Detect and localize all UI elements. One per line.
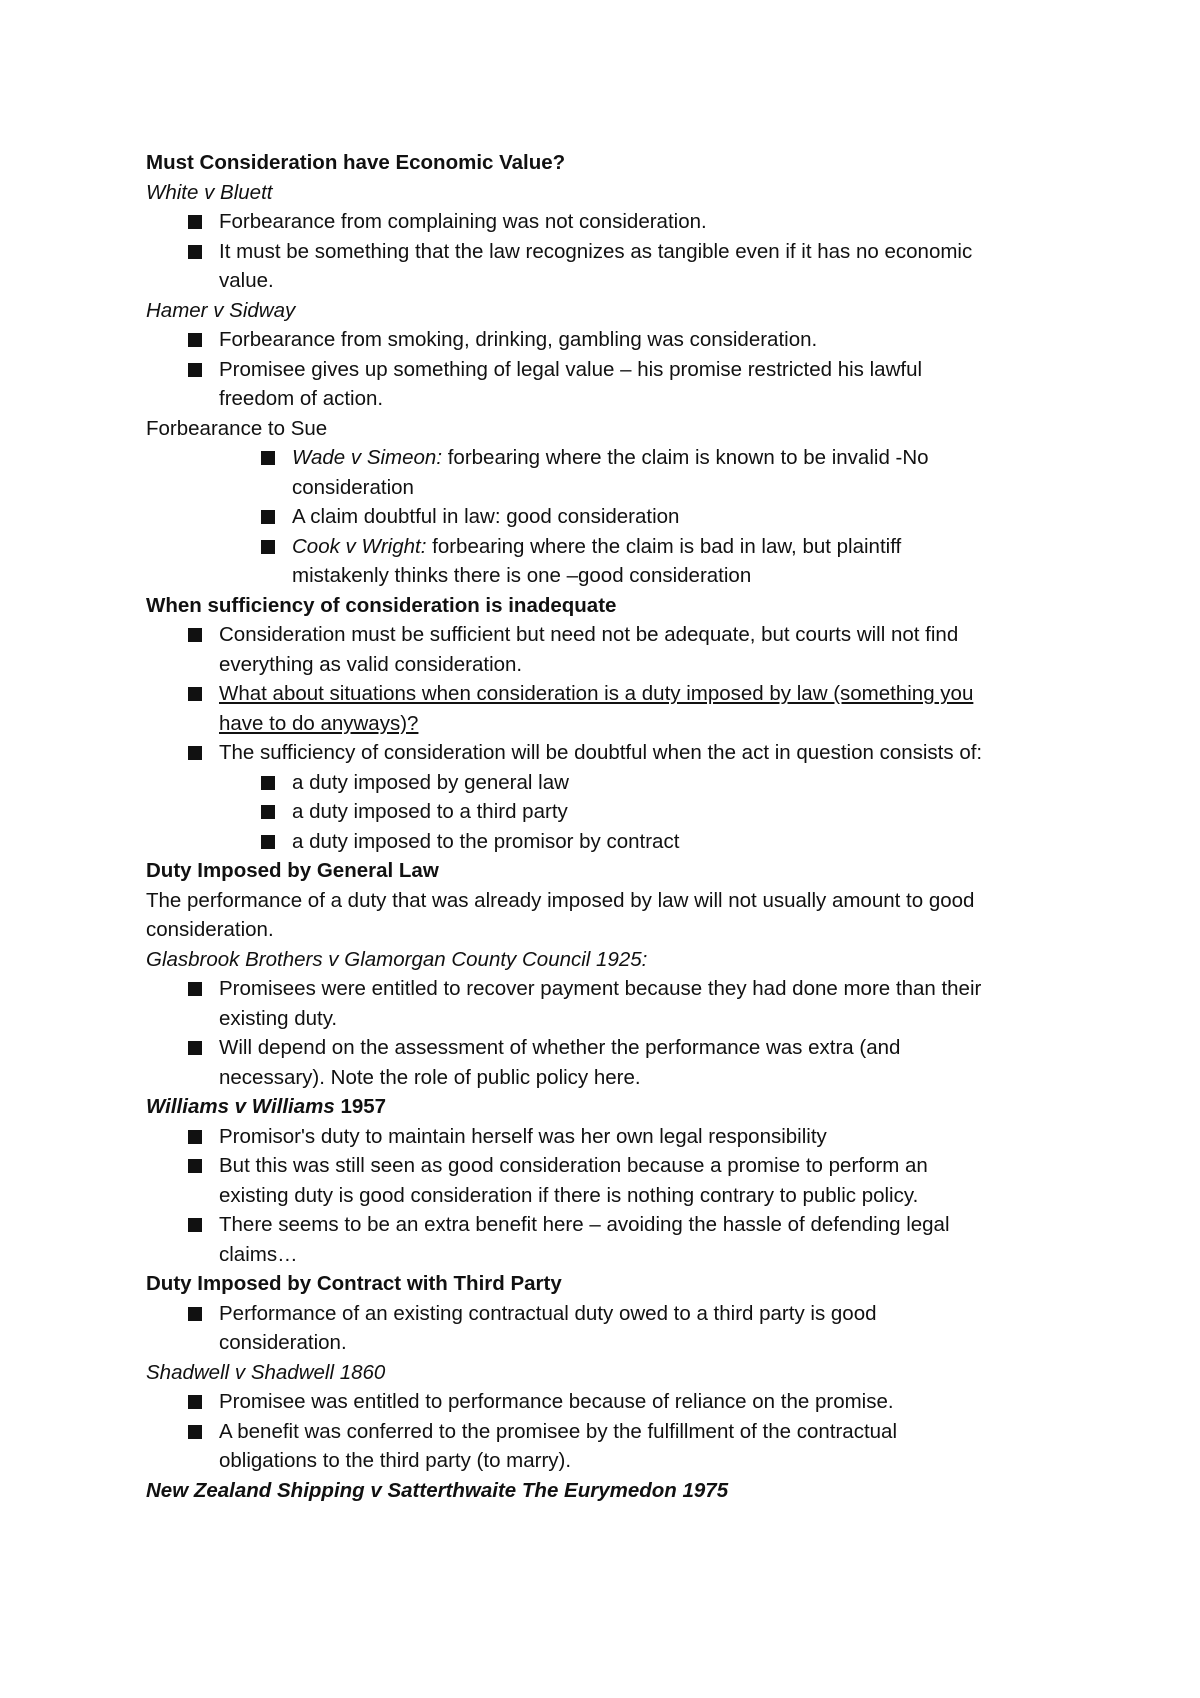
bullet-continuation [146,1328,1086,1358]
bullet-item [146,974,1086,1004]
square-bullet-icon [188,1307,202,1321]
square-bullet-icon [188,245,202,259]
text-run: forbearing where the claim is bad in law, but plaintiff [426,534,902,558]
square-bullet-icon [188,1395,202,1409]
text-run: claims… [219,1242,298,1266]
section-heading [146,591,1086,621]
bullet-item [146,768,1086,798]
square-bullet-icon [188,1130,202,1144]
text-run: Glasbrook Brothers v Glamorgan County Council 1925: [146,947,648,971]
text-run: New Zealand Shipping v Satterthwaite The Eurymedon 1975 [146,1478,729,1502]
square-bullet-icon [188,746,202,760]
text-run: Forbearance from smoking, drinking, gambling was consideration. [219,328,818,351]
section-heading [146,1092,1086,1122]
text-run: consideration. [146,918,274,941]
section-heading [146,148,1086,178]
text-line [146,886,1086,916]
text-run: Promisee was entitled to performance because of reliance on the promise. [219,1390,894,1413]
bullet-continuation [146,1181,1086,1211]
document-body [146,148,1086,1505]
square-bullet-icon [261,835,275,849]
bullet-item [146,620,1086,650]
text-run: freedom of action. [219,387,384,410]
text-run: a duty imposed to the promisor by contract [292,829,680,853]
text-run: A claim doubtful in law: good consideration [292,505,680,528]
text-run: everything as valid consideration. [219,652,523,676]
square-bullet-icon [188,363,202,377]
text-line [146,915,1086,945]
square-bullet-icon [261,451,275,465]
square-bullet-icon [188,687,202,701]
bullet-item [146,1033,1086,1063]
text-run: Williams v Williams [146,1095,335,1118]
square-bullet-icon [188,1425,202,1439]
text-run: mistakenly thinks there is one –good consideration [292,564,752,587]
text-run: Hamer v Sidway [146,298,296,322]
text-run: Wade v Simeon: [292,446,443,469]
bullet-item [146,325,1086,355]
text-run: Shadwell v Shadwell 1860 [146,1360,386,1384]
text-run: Duty Imposed by General Law [146,859,439,882]
text-run: consideration [292,475,414,499]
square-bullet-icon [188,1041,202,1055]
square-bullet-icon [261,510,275,524]
text-run: Promisee gives up something of legal value – his promise restricted his lawful [219,357,923,381]
text-run: White v Bluett [146,180,273,204]
text-run: Consideration must be sufficient but need not be adequate, but courts will not find [219,623,959,646]
bullet-continuation [146,650,1086,680]
text-line [146,414,1086,444]
text-run: existing duty is good consideration if there is nothing contrary to public policy. [219,1183,919,1207]
bullet-item [146,738,1086,768]
bullet-item [146,207,1086,237]
bullet-continuation [146,473,1086,503]
bullet-continuation [146,266,1086,296]
square-bullet-icon [188,215,202,229]
text-run: But this was still seen as good consideration because a promise to perform an [219,1154,928,1177]
text-run: It must be something that the law recognizes as tangible even if it has no economic [219,239,973,263]
text-line [146,296,1086,326]
section-heading [146,856,1086,886]
square-bullet-icon [188,1218,202,1232]
bullet-item [146,237,1086,267]
text-run: Duty Imposed by Contract with Third Party [146,1272,562,1295]
text-run: forbearing where the claim is known to be invalid -No [442,446,929,469]
text-run: Cook v Wright: [292,534,427,558]
text-run: There seems to be an extra benefit here – avoiding the hassle of defending legal [219,1213,950,1236]
text-run: a duty imposed to a third party [292,800,568,823]
bullet-continuation [146,1063,1086,1093]
text-run: What about situations when consideration is a duty imposed by law (something you [219,682,974,705]
bullet-item [146,1151,1086,1181]
bullet-continuation [146,1240,1086,1270]
square-bullet-icon [261,776,275,790]
bullet-item [146,1299,1086,1329]
square-bullet-icon [188,628,202,642]
square-bullet-icon [188,982,202,996]
bullet-item [146,1417,1086,1447]
text-run: 1957 [334,1095,387,1118]
text-run: obligations to the third party (to marry). [219,1449,572,1472]
text-run: When sufficiency of consideration is inadequate [146,593,617,617]
bullet-continuation [146,561,1086,591]
bullet-item [146,532,1086,562]
square-bullet-icon [188,333,202,347]
text-run: The sufficiency of consideration will be doubtful when the act in question consists of: [219,741,983,764]
text-line [146,945,1086,975]
text-run: necessary). Note the role of public policy here. [219,1065,641,1089]
text-run: Forbearance to Sue [146,416,328,440]
section-heading [146,1476,1086,1506]
square-bullet-icon [261,805,275,819]
text-run: Performance of an existing contractual duty owed to a third party is good [219,1301,877,1325]
bullet-item [146,1387,1086,1417]
text-run: existing duty. [219,1006,338,1030]
bullet-continuation [146,709,1086,739]
bullet-item [146,827,1086,857]
text-run: value. [219,269,274,292]
text-run: a duty imposed by general law [292,770,569,794]
bullet-item [146,502,1086,532]
text-line [146,1358,1086,1388]
bullet-continuation [146,1004,1086,1034]
text-run: consideration. [219,1331,347,1354]
bullet-item [146,443,1086,473]
text-run: Promisor's duty to maintain herself was her own legal responsibility [219,1124,827,1148]
bullet-item [146,1210,1086,1240]
text-run: The performance of a duty that was already imposed by law will not usually amount to good [146,888,975,912]
bullet-item [146,797,1086,827]
text-run: Must Consideration have Economic Value? [146,151,566,174]
text-run: have to do anyways)? [219,711,419,735]
text-run: Promisees were entitled to recover payment because they had done more than their [219,977,982,1000]
text-run: A benefit was conferred to the promisee by the fulfillment of the contractual [219,1419,898,1443]
text-run: Forbearance from complaining was not consideration. [219,210,707,233]
text-run: Will depend on the assessment of whether the performance was extra (and [219,1036,901,1059]
section-heading [146,1269,1086,1299]
text-line [146,178,1086,208]
bullet-continuation [146,1446,1086,1476]
bullet-continuation [146,384,1086,414]
square-bullet-icon [188,1159,202,1173]
square-bullet-icon [261,540,275,554]
bullet-item [146,1122,1086,1152]
bullet-item [146,355,1086,385]
bullet-item [146,679,1086,709]
